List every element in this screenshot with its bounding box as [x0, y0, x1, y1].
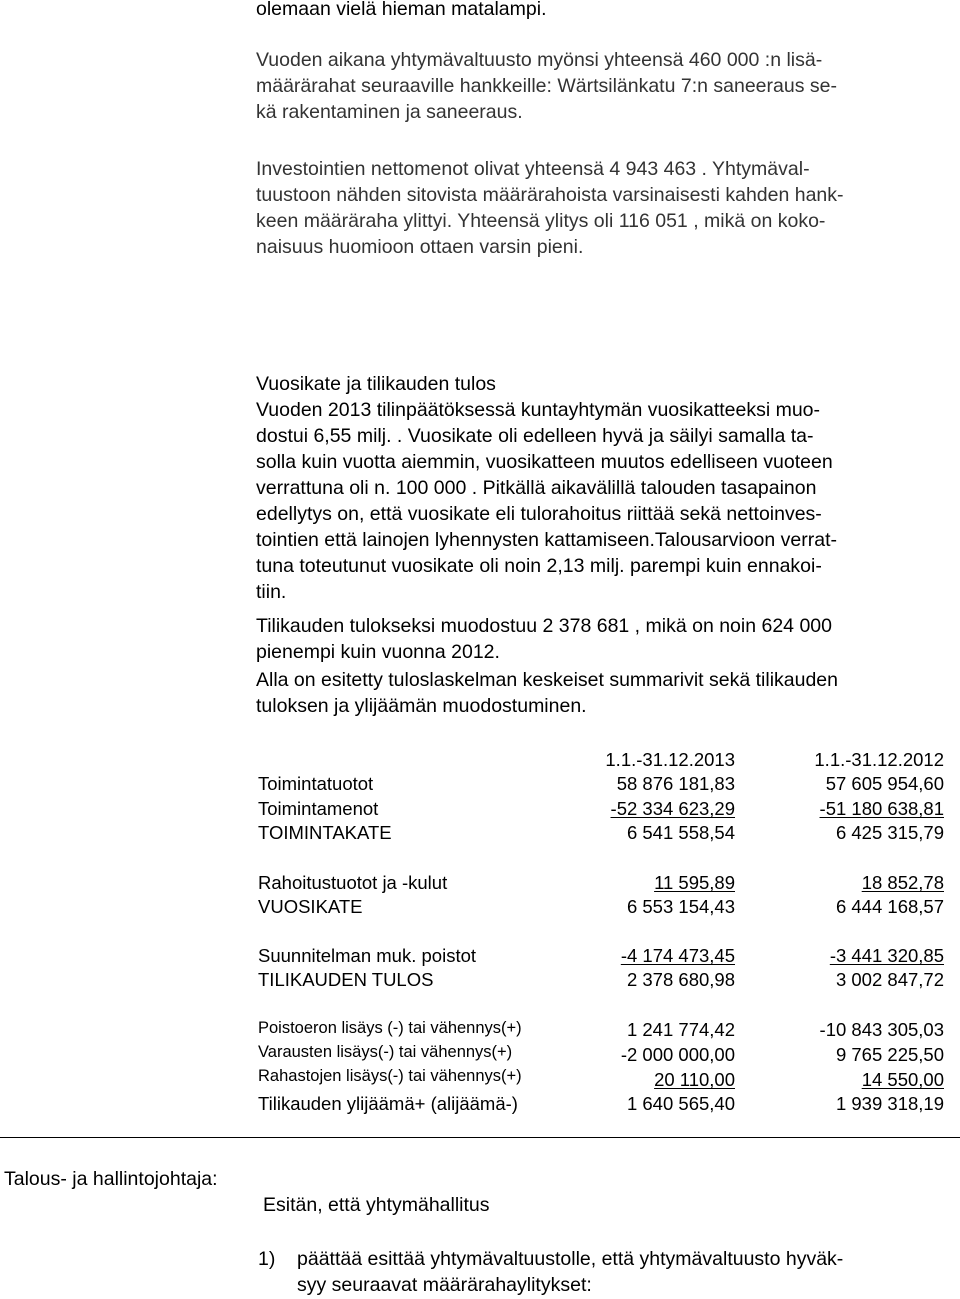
text-line: Vuoden 2013 tilinpäätöksessä kuntayhtymän vuosikatteeksi muo- [256, 399, 821, 421]
value-2013: 1 241 774,42 [626, 1019, 735, 1040]
row-label: VUOSIKATE [258, 896, 363, 917]
value-2013: 6 541 558,54 [626, 822, 735, 843]
text-line: tuna toteutunut vuosikate oli noin 2,13 milj. parempi kuin ennakoi- [256, 555, 822, 577]
text-line: Tilikauden tulokseksi muodostuu 2 378 681 , mikä on noin 624 000 [256, 615, 832, 637]
value-2012: -10 843 305,03 [819, 1019, 944, 1040]
row-label: Varausten lisäys(-) tai vähennys(+) [258, 1043, 513, 1061]
row-label: TILIKAUDEN TULOS [258, 969, 434, 990]
list-item-text: päättää esittää yhtymävaltuustolle, että yhtymävaltuusto hyväk- [297, 1248, 844, 1270]
text-line: dostui 6,55 milj. . Vuosikate oli edelleen hyvä ja säilyi samalla ta- [256, 425, 814, 447]
value-2013: 2 378 680,98 [626, 969, 735, 990]
value-2013: 11 595,89 [654, 872, 735, 893]
row-label: Suunnitelman muk. poistot [258, 945, 477, 966]
author-role: Talous- ja hallintojohtaja: [4, 1168, 218, 1190]
text-line: olemaan vielä hieman matalampi. [256, 0, 547, 20]
value-2013: -4 174 473,45 [620, 945, 735, 966]
text-line: Investointien nettomenot olivat yhteensä 4 943 463 . Yhtymäval- [256, 158, 810, 180]
proposal-intro: Esitän, että yhtymähallitus [263, 1194, 490, 1216]
text-line: tointien että lainojen lyhennysten kattamiseen.Talousarvioon verrat- [256, 529, 838, 551]
value-2013: 58 876 181,83 [616, 773, 735, 794]
text-line: keen määräraha ylittyi. Yhteensä ylitys oli 116 051 , mikä on koko- [256, 210, 826, 232]
divider [0, 1137, 960, 1138]
text-line: Vuoden aikana yhtymävaltuusto myönsi yhteensä 460 000 :n lisä- [256, 49, 823, 71]
row-label: Toimintatuotot [258, 773, 374, 794]
row-label: Toimintamenot [258, 798, 379, 819]
text-line: pienempi kuin vuonna 2012. [256, 641, 500, 663]
value-2013: -2 000 000,00 [620, 1044, 735, 1065]
value-2012: 18 852,78 [861, 872, 944, 893]
row-label: Tilikauden ylijäämä+ (alijäämä-) [258, 1093, 518, 1114]
value-2013: 1 640 565,40 [626, 1093, 735, 1114]
value-2013: 6 553 154,43 [626, 896, 735, 917]
text-line: verrattuna oli n. 100 000 . Pitkällä aikavälillä talouden tasapainon [256, 477, 817, 499]
value-2012: -51 180 638,81 [819, 798, 944, 819]
value-2012: 57 605 954,60 [825, 773, 944, 794]
text-line: tuustoon nähden sitovista määrärahoista varsinaisesti kahden hank- [256, 184, 844, 206]
text-line: naisuus huomioon ottaen varsin pieni. [256, 236, 584, 258]
text-line: Alla on esitetty tuloslaskelman keskeiset summarivit sekä tilikauden [256, 669, 839, 691]
value-2012: 1 939 318,19 [835, 1093, 944, 1114]
value-2012: -3 441 320,85 [829, 945, 944, 966]
row-label: Rahoitustuotot ja -kulut [258, 872, 448, 893]
row-label: Poistoeron lisäys (-) tai vähennys(+) [258, 1019, 522, 1037]
column-header-2012: 1.1.-31.12.2012 [814, 749, 944, 770]
value-2012: 14 550,00 [861, 1069, 944, 1090]
text-line: määrärahat seuraaville hankkeille: Wärtsilänkatu 7:n saneeraus se- [256, 75, 837, 97]
value-2013: 20 110,00 [654, 1069, 735, 1090]
text-line: edellytys on, että vuosikate eli tulorahoitus riittää sekä nettoinves- [256, 503, 822, 525]
column-header-2013: 1.1.-31.12.2013 [605, 749, 735, 770]
value-2012: 6 444 168,57 [835, 896, 944, 917]
list-number: 1) [258, 1248, 276, 1270]
value-2012: 6 425 315,79 [835, 822, 944, 843]
text-line: tuloksen ja ylijäämän muodostuminen. [256, 695, 587, 717]
text-line: solla kuin vuotta aiemmin, vuosikatteen muutos edelliseen vuoteen [256, 451, 833, 473]
text-line: tiin. [256, 581, 287, 603]
section-heading: Vuosikate ja tilikauden tulos [256, 373, 496, 395]
row-label: Rahastojen lisäys(-) tai vähennys(+) [258, 1067, 522, 1085]
value-2012: 9 765 225,50 [835, 1044, 944, 1065]
text-line: kä rakentaminen ja saneeraus. [256, 101, 523, 123]
row-label: TOIMINTAKATE [258, 822, 392, 843]
value-2013: -52 334 623,29 [610, 798, 735, 819]
list-item-text: syy seuraavat määrärahaylitykset: [297, 1274, 592, 1296]
value-2012: 3 002 847,72 [835, 969, 944, 990]
